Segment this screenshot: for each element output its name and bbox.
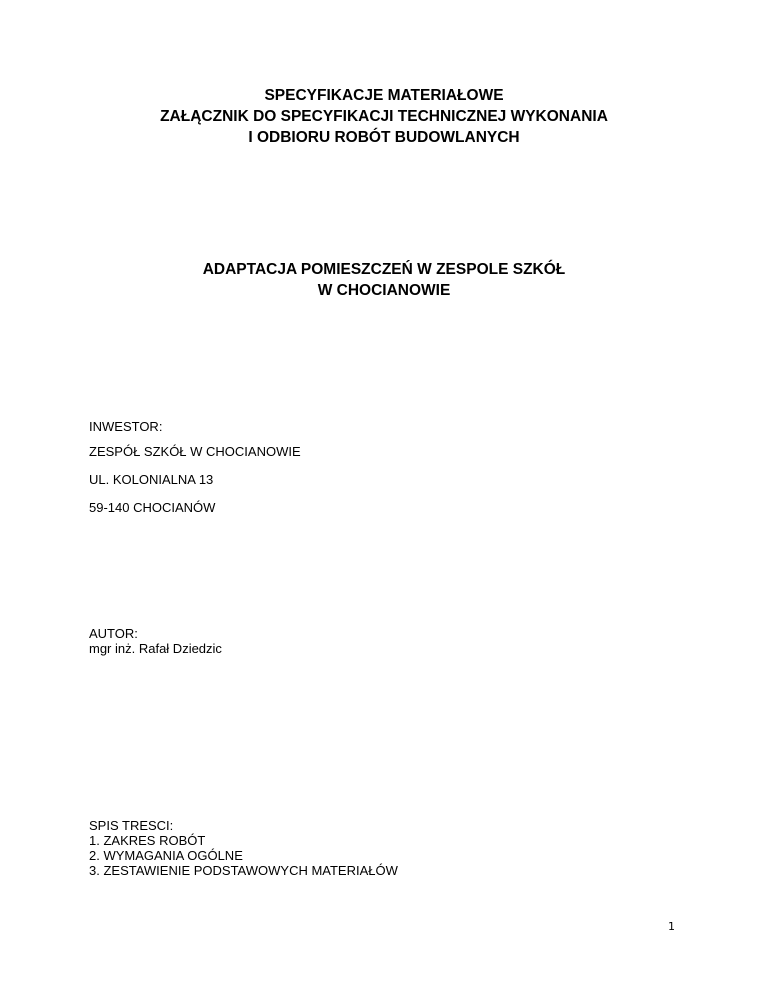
investor-label: INWESTOR: <box>89 419 163 434</box>
investor-street: UL. KOLONIALNA 13 <box>89 472 214 487</box>
document-title <box>0 85 768 148</box>
investor-name: ZESPÓŁ SZKÓŁ W CHOCIANOWIE <box>89 444 301 459</box>
page-number: 1 <box>668 920 675 933</box>
project-title <box>0 259 768 301</box>
toc-item: 1. ZAKRES ROBÓT <box>89 833 206 848</box>
table-of-contents <box>89 818 398 878</box>
title-line: SPECYFIKACJE MATERIAŁOWE <box>264 87 504 104</box>
project-title-line: ADAPTACJA POMIESZCZEŃ W ZESPOLE SZKÓŁ <box>202 261 566 278</box>
author-label: AUTOR: <box>89 626 138 641</box>
author-name: mgr inż. Rafał Dziedzic <box>89 641 222 656</box>
investor-city: 59-140 CHOCIANÓW <box>89 500 216 515</box>
toc-item: 2. WYMAGANIA OGÓLNE <box>89 848 243 863</box>
title-line: ZAŁĄCZNIK DO SPECYFIKACJI TECHNICZNEJ WYKONANIA <box>160 108 608 125</box>
title-line: I ODBIORU ROBÓT BUDOWLANYCH <box>248 129 520 146</box>
project-title-line: W CHOCIANOWIE <box>317 282 451 299</box>
toc-item: 3. ZESTAWIENIE PODSTAWOWYCH MATERIAŁÓW <box>89 863 398 878</box>
toc-heading: SPIS TRESCI: <box>89 818 174 833</box>
